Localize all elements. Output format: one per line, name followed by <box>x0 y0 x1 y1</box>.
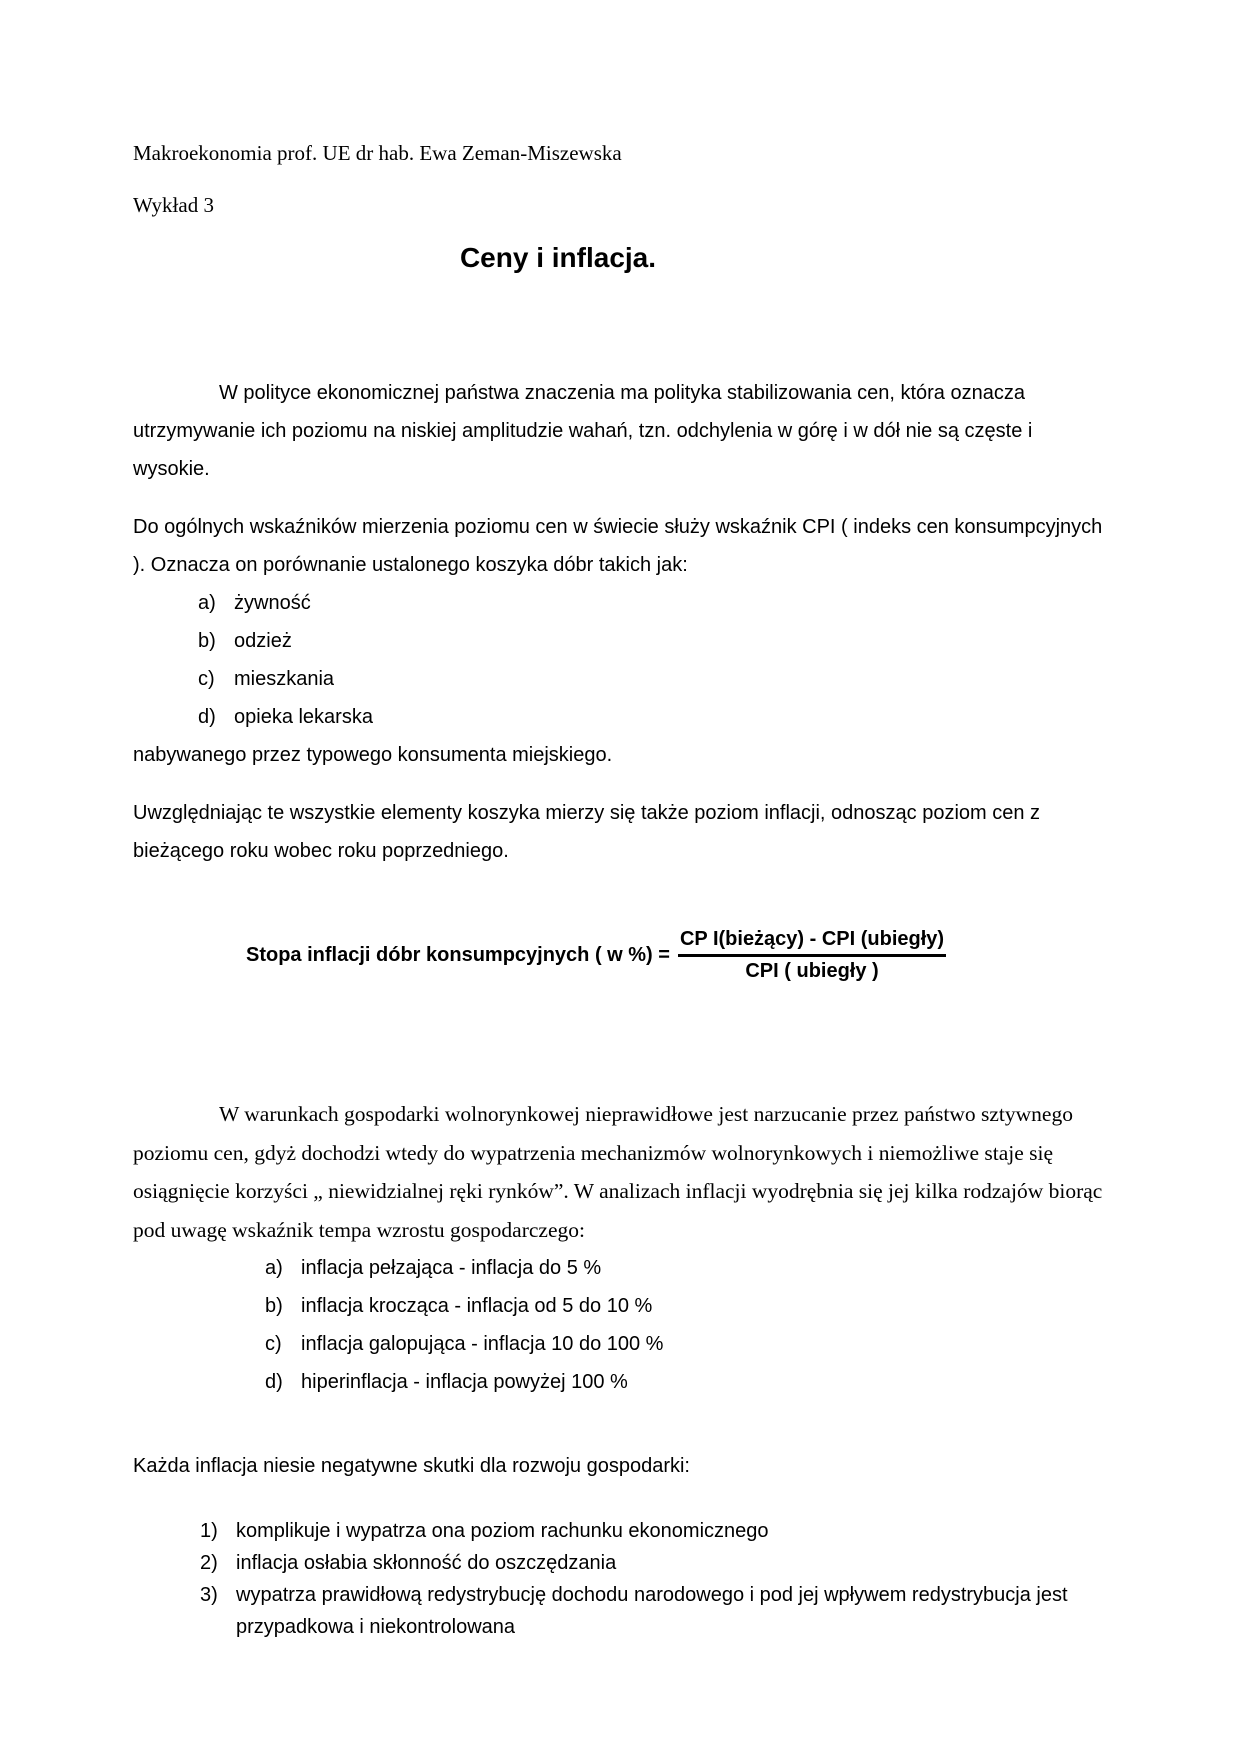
list-marker: d) <box>265 1371 283 1393</box>
list-item <box>265 1287 1107 1325</box>
course-header: Makroekonomia prof. UE dr hab. Ewa Zeman-Miszewska <box>133 141 622 165</box>
inflation-rate-formula <box>133 928 1107 983</box>
formula-denominator: CPI ( ubiegły ) <box>745 960 879 982</box>
inflation-types-list <box>265 1249 1107 1401</box>
list-item-label: inflacja krocząca - inflacja od 5 do 10 % <box>301 1295 653 1317</box>
list-item-label: inflacja pełzająca - inflacja do 5 % <box>301 1257 602 1279</box>
list-item-label: komplikuje i wypatrza ona poziom rachunku ekonomicznego <box>236 1520 769 1542</box>
list-marker: b) <box>198 630 216 652</box>
list-item <box>265 1325 1107 1363</box>
list-marker: 3) <box>200 1584 218 1606</box>
paragraph-inflation-measure: Uwzględniając te wszystkie elementy koszyka mierzy się także poziom inflacji, odnosząc poziom cen z bieżącego roku wobec roku poprzedniego. <box>133 802 1041 862</box>
list-item <box>198 622 1107 660</box>
list-marker: b) <box>265 1295 283 1317</box>
formula-numerator: CP I(bieżący) - CPI (ubiegły) <box>678 928 946 957</box>
paragraph-negative-effects-intro: Każda inflacja niesie negatywne skutki dla rozwoju gospodarki: <box>133 1455 690 1477</box>
paragraph-basket-suffix: nabywanego przez typowego konsumenta miejskiego. <box>133 744 613 766</box>
formula-label: Stopa inflacji dóbr konsumpcyjnych ( w %) = <box>246 944 670 966</box>
list-item-label: mieszkania <box>234 668 335 690</box>
list-marker: 2) <box>200 1552 218 1574</box>
list-marker: d) <box>198 706 216 728</box>
list-marker: a) <box>198 592 216 614</box>
basket-list <box>198 584 1107 736</box>
list-marker: c) <box>265 1333 282 1355</box>
list-item-label: odzież <box>234 630 292 652</box>
list-marker: c) <box>198 668 215 690</box>
paragraph-intro: W polityce ekonomicznej państwa znaczenia ma polityka stabilizowania cen, która oznacza utrzymywanie ich poziomu na niskiej amplitudzie wahań, tzn. odchylenia w górę i w dół nie są częste i wysokie. <box>133 382 1033 480</box>
list-item-label: żywność <box>234 592 311 614</box>
list-item <box>200 1547 1107 1579</box>
paragraph-free-market: W warunkach gospodarki wolnorynkowej nieprawidłowe jest narzucanie przez państwo sztywnego poziomu cen, gdyż dochodzi wtedy do wypatrzenia mechanizmów wolnorynkowych i niemożliwe staje się osiągnięcie korzyści „ niewidzialnej ręki rynków”. W analizach inflacji wyodrębnia się jej kilka rodzajów biorąc pod uwagę wskaźnik tempa wzrostu gospodarczego: <box>133 1102 1103 1242</box>
negative-effects-list <box>200 1515 1107 1643</box>
list-item <box>265 1249 1107 1287</box>
list-item <box>265 1363 1107 1401</box>
list-item-label: opieka lekarska <box>234 706 373 728</box>
list-item <box>198 660 1107 698</box>
list-item-label: wypatrza prawidłową redystrybucję dochodu narodowego i pod jej wpływem redystrybucja jest przypadkowa i niekontrolowana <box>236 1584 1068 1638</box>
paragraph-cpi-intro: Do ogólnych wskaźników mierzenia poziomu cen w świecie służy wskaźnik CPI ( indeks cen konsumpcyjnych ). Oznacza on porównanie ustalonego koszyka dóbr takich jak: <box>133 516 1103 576</box>
list-item-label: inflacja osłabia skłonność do oszczędzania <box>236 1552 617 1574</box>
list-item-label: inflacja galopująca - inflacja 10 do 100 % <box>301 1333 664 1355</box>
page-title: Ceny i inflacja. <box>459 242 657 273</box>
lecture-number: Wykład 3 <box>133 193 214 217</box>
list-marker: a) <box>265 1257 283 1279</box>
list-item <box>200 1579 1107 1643</box>
list-item-label: hiperinflacja - inflacja powyżej 100 % <box>301 1371 628 1393</box>
list-item <box>198 584 1107 622</box>
list-item <box>198 698 1107 736</box>
formula-fraction <box>678 928 946 983</box>
list-marker: 1) <box>200 1520 218 1542</box>
list-item <box>200 1515 1107 1547</box>
